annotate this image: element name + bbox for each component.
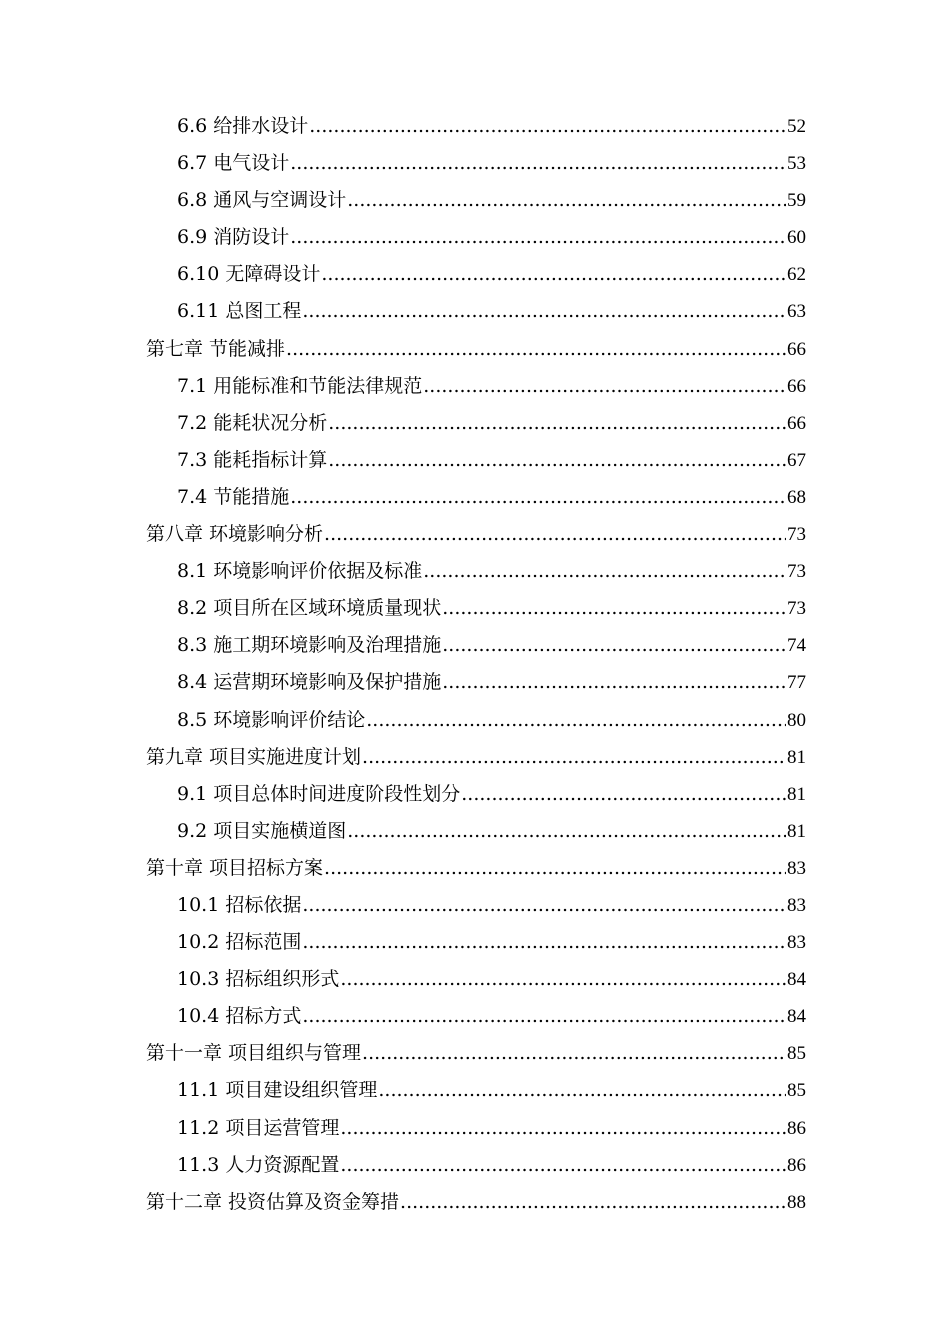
toc-dot-leader	[302, 998, 786, 1035]
toc-entry-title: 第十章 项目招标方案	[146, 856, 324, 879]
toc-entry-title: 第七章 节能减排	[146, 337, 286, 360]
toc-dot-leader	[340, 1147, 786, 1184]
toc-dot-leader	[378, 1072, 786, 1109]
toc-page-number: 62	[787, 264, 806, 286]
toc-dot-leader	[321, 256, 786, 293]
toc-entry-title: 10.1 招标依据	[177, 893, 302, 916]
toc-page-number: 67	[787, 449, 806, 471]
toc-section-entry[interactable]	[146, 627, 806, 664]
toc-page-number: 60	[787, 227, 806, 249]
toc-dot-leader	[347, 813, 786, 850]
toc-dot-leader	[423, 368, 786, 405]
toc-chapter-entry[interactable]	[146, 1184, 806, 1221]
toc-entry-title: 11.1 项目建设组织管理	[177, 1079, 378, 1102]
toc-chapter-entry[interactable]	[146, 516, 806, 553]
toc-page-number: 81	[787, 746, 806, 768]
toc-dot-leader	[290, 479, 786, 516]
toc-dot-leader	[347, 182, 786, 219]
toc-page-number: 52	[787, 116, 806, 137]
toc-entry-title: 7.4 节能措施	[177, 485, 290, 508]
toc-entry-title: 11.3 人力资源配置	[177, 1153, 340, 1176]
toc-dot-leader	[324, 516, 786, 553]
toc-page-number: 66	[787, 338, 806, 360]
toc-section-entry[interactable]	[146, 293, 806, 330]
toc-section-entry[interactable]	[146, 702, 806, 739]
toc-entry-title: 第十一章 项目组织与管理	[146, 1042, 362, 1065]
toc-page-number: 66	[787, 412, 806, 434]
toc-page-number: 81	[787, 820, 806, 842]
toc-page-number: 63	[787, 301, 806, 323]
toc-page-number: 85	[787, 1043, 806, 1065]
toc-page-number: 68	[787, 486, 806, 508]
toc-dot-leader	[362, 739, 786, 776]
toc-entry-title: 8.4 运营期环境影响及保护措施	[177, 671, 442, 694]
toc-dot-leader	[400, 1184, 786, 1221]
toc-page-number: 86	[787, 1154, 806, 1176]
toc-entry-title: 11.2 项目运营管理	[177, 1116, 340, 1139]
toc-dot-leader	[340, 1110, 786, 1147]
toc-page-number: 81	[787, 783, 806, 805]
toc-entry-title: 6.6 给排水设计	[177, 115, 309, 137]
toc-section-entry[interactable]	[146, 442, 806, 479]
toc-page-number: 88	[787, 1191, 806, 1213]
toc-chapter-entry[interactable]	[146, 331, 806, 368]
toc-dot-leader	[309, 108, 786, 145]
toc-section-entry[interactable]	[146, 1072, 806, 1109]
toc-dot-leader	[442, 664, 786, 701]
toc-dot-leader	[324, 850, 786, 887]
toc-dot-leader	[461, 776, 786, 813]
toc-section-entry[interactable]	[146, 924, 806, 961]
toc-dot-leader	[302, 293, 786, 330]
toc-entry-title: 7.2 能耗状况分析	[177, 411, 328, 434]
toc-entry-title: 10.3 招标组织形式	[177, 968, 340, 991]
toc-entry-title: 8.2 项目所在区域环境质量现状	[177, 597, 442, 620]
toc-page-number: 66	[787, 375, 806, 397]
toc-page-number: 83	[787, 932, 806, 954]
toc-entry-title: 6.10 无障碍设计	[177, 263, 321, 286]
toc-page-number: 84	[787, 1006, 806, 1028]
toc-page-number: 84	[787, 969, 806, 991]
toc-dot-leader	[328, 405, 786, 442]
toc-page-number: 86	[787, 1117, 806, 1139]
toc-section-entry[interactable]	[146, 1147, 806, 1184]
toc-section-entry[interactable]	[146, 887, 806, 924]
toc-section-entry[interactable]	[146, 108, 806, 145]
toc-entry-title: 8.3 施工期环境影响及治理措施	[177, 634, 442, 657]
toc-section-entry[interactable]	[146, 479, 806, 516]
toc-section-entry[interactable]	[146, 1110, 806, 1147]
toc-dot-leader	[366, 702, 786, 739]
toc-section-entry[interactable]	[146, 553, 806, 590]
table-of-contents	[146, 108, 806, 1221]
toc-entry-title: 9.1 项目总体时间进度阶段性划分	[177, 782, 461, 805]
toc-entry-title: 7.1 用能标准和节能法律规范	[177, 374, 423, 397]
toc-entry-title: 6.11 总图工程	[177, 300, 302, 323]
toc-section-entry[interactable]	[146, 813, 806, 850]
toc-section-entry[interactable]	[146, 405, 806, 442]
toc-dot-leader	[423, 553, 786, 590]
toc-section-entry[interactable]	[146, 182, 806, 219]
toc-entry-title: 8.5 环境影响评价结论	[177, 708, 366, 731]
toc-page-number: 73	[787, 598, 806, 620]
toc-section-entry[interactable]	[146, 145, 806, 182]
toc-section-entry[interactable]	[146, 961, 806, 998]
toc-chapter-entry[interactable]	[146, 739, 806, 776]
toc-section-entry[interactable]	[146, 664, 806, 701]
toc-dot-leader	[442, 590, 786, 627]
toc-entry-title: 6.7 电气设计	[177, 152, 290, 175]
toc-page-number: 85	[787, 1080, 806, 1102]
toc-page-number: 80	[787, 709, 806, 731]
toc-page-number: 77	[787, 672, 806, 694]
toc-dot-leader	[290, 219, 786, 256]
toc-page-number: 83	[787, 894, 806, 916]
toc-entry-title: 第十二章 投资估算及资金筹措	[146, 1190, 400, 1213]
toc-entry-title: 10.2 招标范围	[177, 931, 302, 954]
toc-dot-leader	[302, 887, 786, 924]
toc-page-number: 73	[787, 561, 806, 583]
toc-entry-title: 10.4 招标方式	[177, 1005, 302, 1028]
toc-entry-title: 8.1 环境影响评价依据及标准	[177, 560, 423, 583]
toc-section-entry[interactable]	[146, 590, 806, 627]
toc-page-number: 59	[787, 190, 806, 212]
toc-entry-title: 7.3 能耗指标计算	[177, 448, 328, 471]
toc-entry-title: 6.8 通风与空调设计	[177, 189, 347, 212]
toc-entry-title: 第九章 项目实施进度计划	[146, 745, 362, 768]
toc-section-entry[interactable]	[146, 256, 806, 293]
toc-section-entry[interactable]	[146, 998, 806, 1035]
toc-entry-title: 第八章 环境影响分析	[146, 523, 324, 546]
toc-chapter-entry[interactable]	[146, 850, 806, 887]
toc-dot-leader	[442, 627, 786, 664]
toc-dot-leader	[302, 924, 786, 961]
toc-chapter-entry[interactable]	[146, 1035, 806, 1072]
toc-entry-title: 9.2 项目实施横道图	[177, 819, 347, 842]
toc-section-entry[interactable]	[146, 219, 806, 256]
toc-dot-leader	[340, 961, 786, 998]
toc-page-number: 53	[787, 153, 806, 175]
toc-dot-leader	[328, 442, 786, 479]
toc-dot-leader	[286, 331, 786, 368]
toc-page-number: 73	[787, 524, 806, 546]
toc-dot-leader	[362, 1035, 786, 1072]
toc-section-entry[interactable]	[146, 368, 806, 405]
toc-section-entry[interactable]	[146, 776, 806, 813]
toc-page-number: 83	[787, 857, 806, 879]
toc-entry-title: 6.9 消防设计	[177, 226, 290, 249]
toc-page-number: 74	[787, 635, 806, 657]
toc-dot-leader	[290, 145, 786, 182]
